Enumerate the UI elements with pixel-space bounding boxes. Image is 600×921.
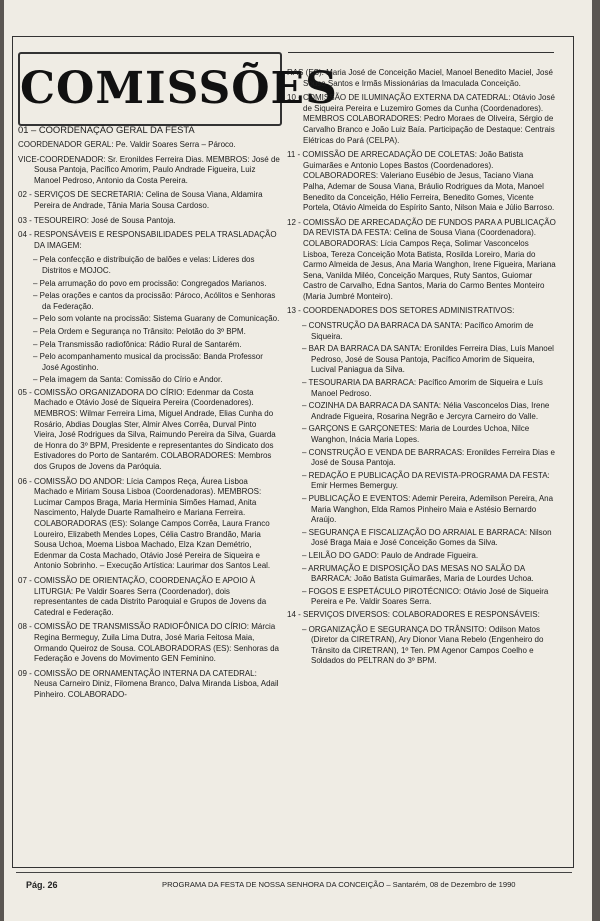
right-column (287, 68, 556, 669)
list-item: 09 - COMISSÃO DE ORNAMENTAÇÃO INTERNA DA CATEDRAL: Neusa Carneiro Diniz, Filomena Branco, Dalva Miranda Lisboa, Adail Pinheiro. COLABORADO- (18, 668, 279, 699)
list-item: RAS (ES): Maria José de Conceição Maciel, Manoel Benedito Maciel, José Sousa Santos e Irmãs Missionárias da Imaculada Conceição. (287, 68, 553, 88)
list-item: – CONSTRUÇÃO E VENDA DE BARRACAS: Eronildes Ferreira Dias e José de Sousa Pantoja. (302, 447, 555, 468)
list-item: 05 - COMISSÃO ORGANIZADORA DO CÍRIO: Edenmar da Costa Machado e Otávio José de Siqueira Pereira (Coordenadores). MEMBROS: Wilmar Ferreira Lima, Miguel Andrade, Elias Cunha do Rosário, Abdias Douglas Ster, Almir Alves Corrêa, Durval Pinto Vieira, José Rodrigues da Silva, Raimundo Pereira da Silva, Guarda de Honra do 3º BPM, Presidente e representantes do Sindicato dos Estivadores do Porto de Santarém. COLABORADORES: Membros dos Grupos de Jovens da Paróquia. (18, 387, 276, 472)
list-item: VICE-COORDENADOR: Sr. Eronildes Ferreira Dias. MEMBROS: José de Sousa Pantoja, Pacífico Amorim, Paulo Andrade Figueira, Luiz Manoel Pedroso, Antonio da Costa Pereira. (18, 154, 280, 185)
list-item: – LEILÃO DO GADO: Paulo de Andrade Figueira. (302, 550, 479, 560)
page-title: COMISSÕES (20, 63, 338, 114)
list-item: – FOGOS E ESPETÁCULO PIROTÉCNICO: Otávio José de Siqueira Pereira e Pe. Valdir Soares Serra. (302, 586, 549, 607)
list-item: – REDAÇÃO E PUBLICAÇÃO DA REVISTA-PROGRAMA DA FESTA: Emir Hermes Bemerguy. (302, 470, 550, 491)
list-item: – COZINHA DA BARRACA DA SANTA: Nélia Vasconcelos Dias, Irene Andrade Figueira, Rosarina Negrão e Jercyra Carneiro do Valle. (302, 401, 550, 421)
list-item: – Pela imagem da Santa: Comissão do Círio e Andor. (33, 375, 223, 385)
list-item: 13 - COORDENADORES DOS SETORES ADMINISTRATIVOS: (287, 306, 515, 316)
list-item: – CONSTRUÇÃO DA BARRACA DA SANTA: Pacífico Amorim de Siqueira. (302, 321, 534, 341)
list-item: 02 - SERVIÇOS DE SECRETARIA: Celina de Sousa Viana, Aldamira Pereira de Andrade, Tânia Maria Sousa Cardoso. (18, 190, 263, 210)
list-item: 12 - COMISSÃO DE ARRECADAÇÃO DE FUNDOS PARA A PUBLICAÇÃO DA REVISTA DA FESTA: Celina de Sousa Viana (Coordenadora). COLABORADORAS: Lícia Campos Reça, Solimar Vasconcelos Lisboa, Tereza Conceição Mota Batista, Rosilda Loreiro, Maria do Carmo Almeida de Jesus, Ana Maria Wanghon, Irene Figueira, Mariana Sena, Vanilda Miléo, Conceição Marques, Ruty Santos, Guiomar Castro de Carvalho, Edna Santos, Maria do Carmo Bentes Monteiro (Maria Jumbré Monteiro). (287, 217, 556, 301)
left-column (18, 124, 280, 705)
list-item: COORDENADOR GERAL: Pe. Valdir Soares Serra – Pároco. (18, 140, 236, 149)
list-item: 14 - SERVIÇOS DIVERSOS: COLABORADORES E RESPONSÁVEIS: (287, 609, 540, 619)
list-item: – Pelo acompanhamento musical da procissão: Banda Professor José Agostinho. (33, 352, 263, 372)
list-item: – TESOURARIA DA BARRACA: Pacífico Amorim de Siqueira e Luís Manoel Pedroso. (302, 378, 543, 398)
document-page (4, 0, 592, 921)
footer-rule (16, 872, 572, 873)
list-item: – GARÇONS E GARÇONETES: Maria de Lourdes Uchoa, Nilce Wanghon, Inácia Maria Lopes. (302, 424, 530, 444)
list-item: – SEGURANÇA E FISCALIZAÇÃO DO ARRAIAL E BARRACA: Nilson José Braga Maia e José Conceição Gomes da Silva. (302, 527, 552, 548)
list-item: 04 - RESPONSÁVEIS E RESPONSABILIDADES PELA TRASLADAÇÃO DA IMAGEM: (18, 230, 277, 250)
list-item: – BAR DA BARRACA DA SANTA: Eronildes Ferreira Dias, Luís Manoel Pedroso, José de Sousa Pantoja, Pacífico Amorim de Siqueira, Lucival Paniagua da Silva. (302, 344, 554, 375)
page-number: Pág. 26 (26, 880, 58, 890)
list-item: – Pelas orações e cantos da procissão: Pároco, Acólitos e Senhoras da Federação. (33, 291, 276, 311)
list-item: – ORGANIZAÇÃO E SEGURANÇA DO TRÂNSITO: Odilson Matos (Diretor da CIRETRAN), Ary Dionor Viana Rebelo (Engenheiro do Trânsito da CIRETRAN), 1º Ten. PM Agenor Campos Coelho e Soldados do PELTRAN do 3º BPM. (302, 624, 544, 666)
title-box (18, 52, 338, 126)
top-rule (288, 52, 554, 53)
list-item: 08 - COMISSÃO DE TRANSMISSÃO RADIOFÔNICA DO CÍRIO: Márcia Regina Bermeguy, Zuila Lima Dutra, José Maria Feitosa Maia, Ormando Queiroz de Sousa. COLABORADORAS (ES): Senhoras da Federação e Jovens do Movimento GEN Feminino. (18, 622, 279, 664)
list-item: – Pela Ordem e Segurança no Trânsito: Pelotão do 3º BPM. (33, 326, 246, 336)
list-item: – ARRUMAÇÃO E DISPOSIÇÃO DAS MESAS NO SALÃO DA BARRACA: João Batista Guimarães, Maria de Lourdes Uchoa. (302, 563, 534, 584)
list-item: – Pela arrumação do povo em procissão: Congregados Marianos. (33, 278, 267, 288)
list-item: – Pela Transmissão radiofônica: Rádio Rural de Santarém. (33, 339, 242, 349)
list-item: 11 - COMISSÃO DE ARRECADAÇÃO DE COLETAS: João Batista Guimarães e Antonio Lopes Bastos (Coordenadores). COLABORADORES: Valeriano Eusébio de Jesus, Taciano Viana Palha, Ademar de Sousa Viana, Bráulio Rodrigues da Mota, Manoel Benedito da Conceição, Hélio Ferreira, Benedito Gomes, Vicente Portela, Otávio Almeida do Espírito Santo, Nilson Maia e Júlio Barroso. (287, 150, 555, 213)
footer-text: PROGRAMA DA FESTA DE NOSSA SENHORA DA CONCEIÇÃO – Santarém, 08 de Dezembro de 1990 (162, 880, 516, 889)
list-item: 07 - COMISSÃO DE ORIENTAÇÃO, COORDENAÇÃO E APOIO À LITURGIA: Pe Valdir Soares Serra (Coordenador), dois representantes de cada Distrito Paroquial e Grupos de Jovens da Catedral e Federação. (18, 575, 267, 617)
list-item: – Pelo som volante na procissão: Sistema Guarany de Comunicação. (33, 314, 280, 324)
list-item: 03 - TESOUREIRO: José de Sousa Pantoja. (18, 215, 176, 225)
list-item: 10 - COMISSÃO DE ILUMINAÇÃO EXTERNA DA CATEDRAL: Otávio José de Siqueira Pereira e Luzemiro Gomes da Cunha (Coordenadores). MEMBROS COLABORADORES: Pedro Moraes de Oliveira, Sérgio de Carvalho Branco e João Luiz Baía. Participação de Destaque: Centrais Elétricas do Pará (CELPA). (287, 93, 555, 145)
section-01-heading: 01 – COORDENAÇÃO GERAL DA FESTA (18, 124, 195, 135)
list-item: – Pela confecção e distribuição de balões e velas: Líderes dos Distritos e MOJOC. (33, 255, 255, 275)
list-item: 06 - COMISSÃO DO ANDOR: Lícia Campos Reça, Áurea Lisboa Machado e Miriam Sousa Lisboa (Coordenadoras). MEMBROS: Lucimar Campos Braga, Maria Hermínia Simões Hamad, Anita Nascimento, Halyde Duarte Ramalheiro e Mariana Ferreira. COLABORADORAS (ES): Solange Campos Corrêa, Laura Franco Loureiro, Elizabeth Mendes Lopes, Célia Castro Brandão, Maria Sousa Uchoa, Moema Lisboa Machado, Elza Kzan Demétrio, Edenmar da Costa Machado, Otávio José Pereira de Siqueira e Antonio Sobrinho. – Execução Artística: Laurimar dos Santos Leal. (18, 476, 271, 571)
list-item: – PUBLICAÇÃO E EVENTOS: Ademir Pereira, Ademilson Pereira, Ana Maria Wanghon, Elda Ramos Pinheiro Maia e Astésio Bernardo Araújo. (302, 493, 554, 525)
